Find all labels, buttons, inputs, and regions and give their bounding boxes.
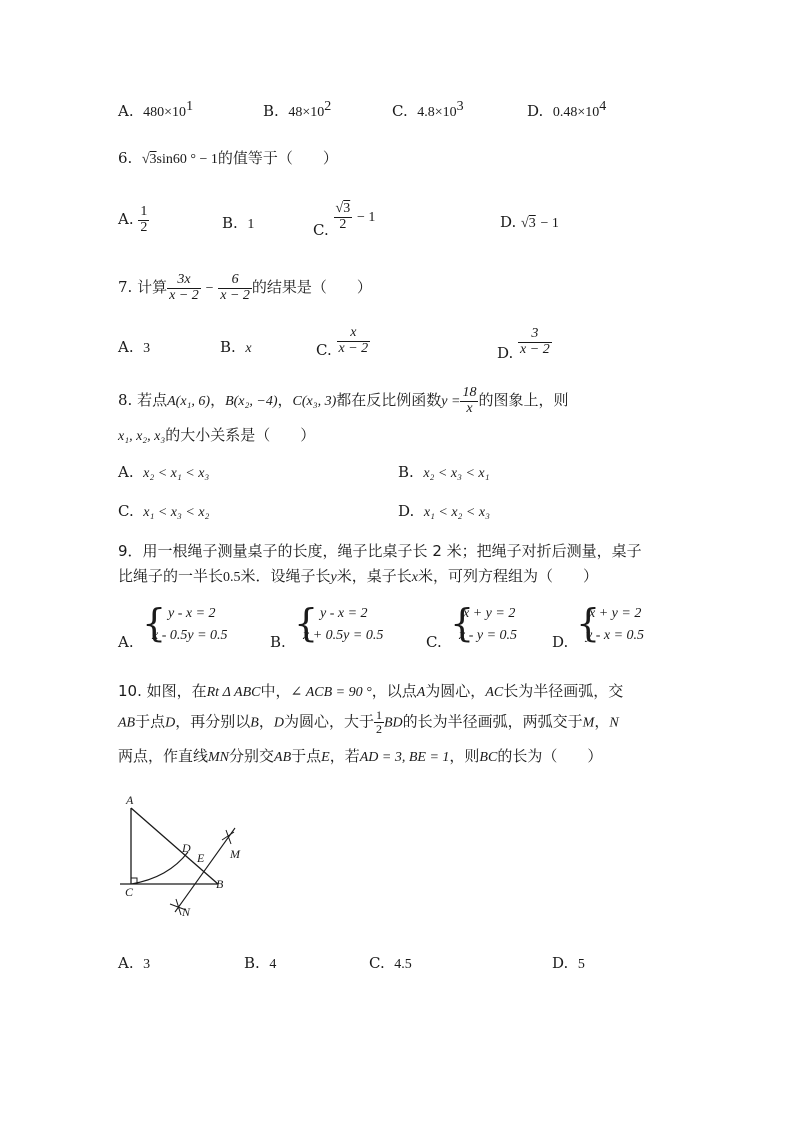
label-c: C — [125, 885, 134, 899]
q10-option-b: B. 4 — [244, 954, 277, 972]
label-a: A — [126, 793, 134, 807]
segment-ab — [131, 808, 218, 884]
q9-stem-line2: 比绳子的一半长0.5米．设绳子长y米，桌子长x米，可列方程组为（ ） — [118, 567, 598, 585]
brace-icon: { — [576, 601, 601, 645]
q7-option-a: A. 3 — [118, 338, 151, 356]
q8-option-b: B. x₂ < x₃ < x₁ — [398, 463, 490, 481]
q10-option-c: C. 4.5 — [369, 954, 412, 972]
arc-cd — [131, 852, 188, 884]
label-e: E — [197, 851, 205, 865]
q10-option-a: A. 3 — [118, 954, 151, 972]
q5-option-d: D. $0.48\times 10^4$ — [527, 99, 607, 120]
q5-option-a: A. $480\times 10^1$ — [118, 99, 194, 120]
q6-option-a: A. $\frac{1}{2}$ — [118, 204, 148, 235]
q7-stem: 7. 计算 $\frac{3x}{x - 2}$ − $\frac{6}{x - 2}$ 的结果是（ ） — [118, 272, 372, 303]
brace-icon: { — [294, 601, 319, 645]
q10-stem-line2: AB于点D，再分别以B，D为圆心，大于 $\frac{1}{2}$ BD的长为半径画弧，两弧交于M，N — [118, 708, 619, 736]
q8-stem-line1: 8. 若点A(x₁, 6)，B(x₂, −4)，C(x₃, 3)都在反比例函数y = $\frac{18}{x}$ 的图象上，则 — [118, 385, 569, 416]
q7-option-d: D. $\frac{3}{x - 2}$ — [497, 326, 550, 363]
sqrt-symbol: √ — [335, 201, 344, 216]
q10-geometry-figure — [110, 790, 260, 920]
sqrt-symbol: √ — [521, 216, 529, 231]
q5-option-c: C. $4.8\times 10^3$ — [392, 99, 464, 120]
sqrt-symbol: √ — [141, 152, 150, 167]
brace-icon: { — [450, 601, 475, 645]
q8-option-d: D. x₁ < x₂ < x₃ — [398, 502, 490, 520]
q6-option-b: B. 1 — [222, 214, 255, 232]
q8-option-c: C. x₁ < x₃ < x₂ — [118, 502, 210, 520]
q8-stem-line2: x₁, x₂, x₃的大小关系是（ ） — [118, 426, 316, 444]
q6-stem: 6. √3sin60 ° − 1的值等于（ ） — [118, 149, 338, 167]
q10-stem-line1: 10. 如图，在Rt Δ ABC中，∠ ACB = 90 °，以点A为圆心，AC长为半径画弧，交 — [118, 682, 624, 700]
q10-option-d: D. 5 — [552, 954, 585, 972]
q7-option-c: C. $\frac{x}{x - 2}$ — [316, 325, 369, 360]
q9-stem-line1: 9．用一根绳子测量桌子的长度，绳子比桌子长 2 米；把绳子对折后测量，桌子 — [118, 542, 642, 560]
q6-option-d: D. √3 − 1 — [500, 213, 559, 231]
q6-option-c: C. $\frac{√3}{2}$ − 1 — [313, 201, 376, 240]
label-n: N — [182, 905, 191, 919]
label-b: B — [216, 877, 224, 891]
q7-option-b: B. x — [220, 338, 252, 356]
label-d: D — [182, 841, 191, 855]
q10-stem-line3: 两点，作直线MN分别交AB于点E，若AD = 3, BE = 1，则BC的长为（ ） — [118, 747, 603, 765]
brace-icon: { — [142, 601, 167, 645]
q8-option-a: A. x₂ < x₁ < x₃ — [118, 463, 210, 481]
q5-option-b: B. $48\times 10^2$ — [263, 99, 332, 120]
label-m: M — [230, 847, 240, 861]
